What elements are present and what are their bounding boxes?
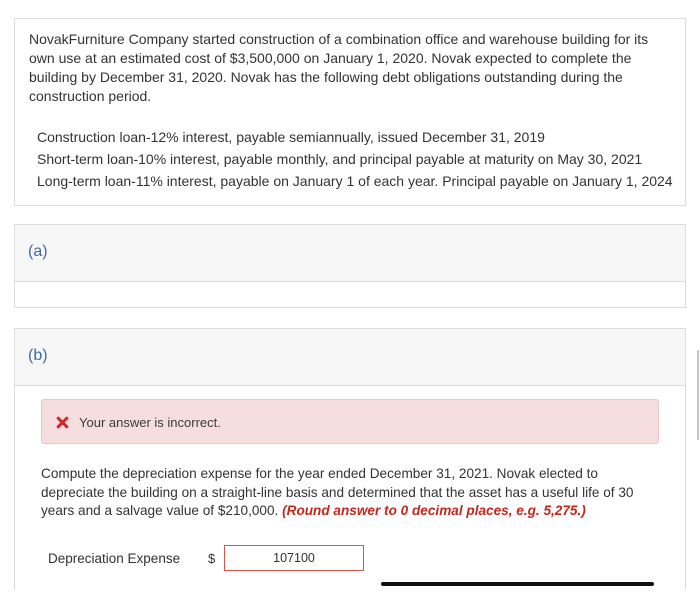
part-a-card xyxy=(14,224,686,308)
x-icon xyxy=(56,416,69,429)
depreciation-expense-label: Depreciation Expense xyxy=(48,550,181,566)
horizontal-scrollbar[interactable] xyxy=(381,582,654,586)
part-a-header[interactable] xyxy=(15,225,685,282)
problem-card xyxy=(14,18,686,206)
loan-item: Construction loan-12% interest, payable semiannually, issued December 31, 2019 xyxy=(37,129,545,145)
part-a-label: (a) xyxy=(28,243,48,260)
answer-row xyxy=(48,545,364,571)
page-scrollbar[interactable] xyxy=(697,350,699,440)
question-text xyxy=(41,465,641,521)
incorrect-feedback-banner xyxy=(41,399,659,444)
loan-item: Short-term loan-10% interest, payable monthly, and principal payable at maturity on May 30, 2021 xyxy=(37,151,643,167)
loan-item: Long-term loan-11% interest, payable on January 1 of each year. Principal payable on January 1, 2024 xyxy=(37,173,673,189)
part-b-label: (b) xyxy=(28,347,48,364)
rounding-instruction: (Round answer to 0 decimal places, e.g. 5,275.) xyxy=(282,503,586,518)
feedback-text: Your answer is incorrect. xyxy=(79,414,221,430)
currency-symbol: $ xyxy=(208,550,216,566)
window-top xyxy=(0,0,700,14)
part-b-header[interactable] xyxy=(15,329,685,386)
depreciation-expense-input[interactable] xyxy=(224,545,364,571)
problem-intro: NovakFurniture Company started construction of a combination office and warehouse building for its own use at an estimated cost of $3,500,000 on January 1, 2020. Novak expected to complete the building by December 31, 2020. Novak has the following debt obligations outstanding during the construction period. xyxy=(29,31,649,104)
question-body: Compute the depreciation expense for the year ended December 31, 2021. Novak elected to depreciate the building on a straight-line basis and determined that the asset has a useful life of 30 years and a salvage value of $210,000. xyxy=(41,466,634,518)
part-b-card xyxy=(14,328,686,590)
loan-list xyxy=(37,126,671,192)
